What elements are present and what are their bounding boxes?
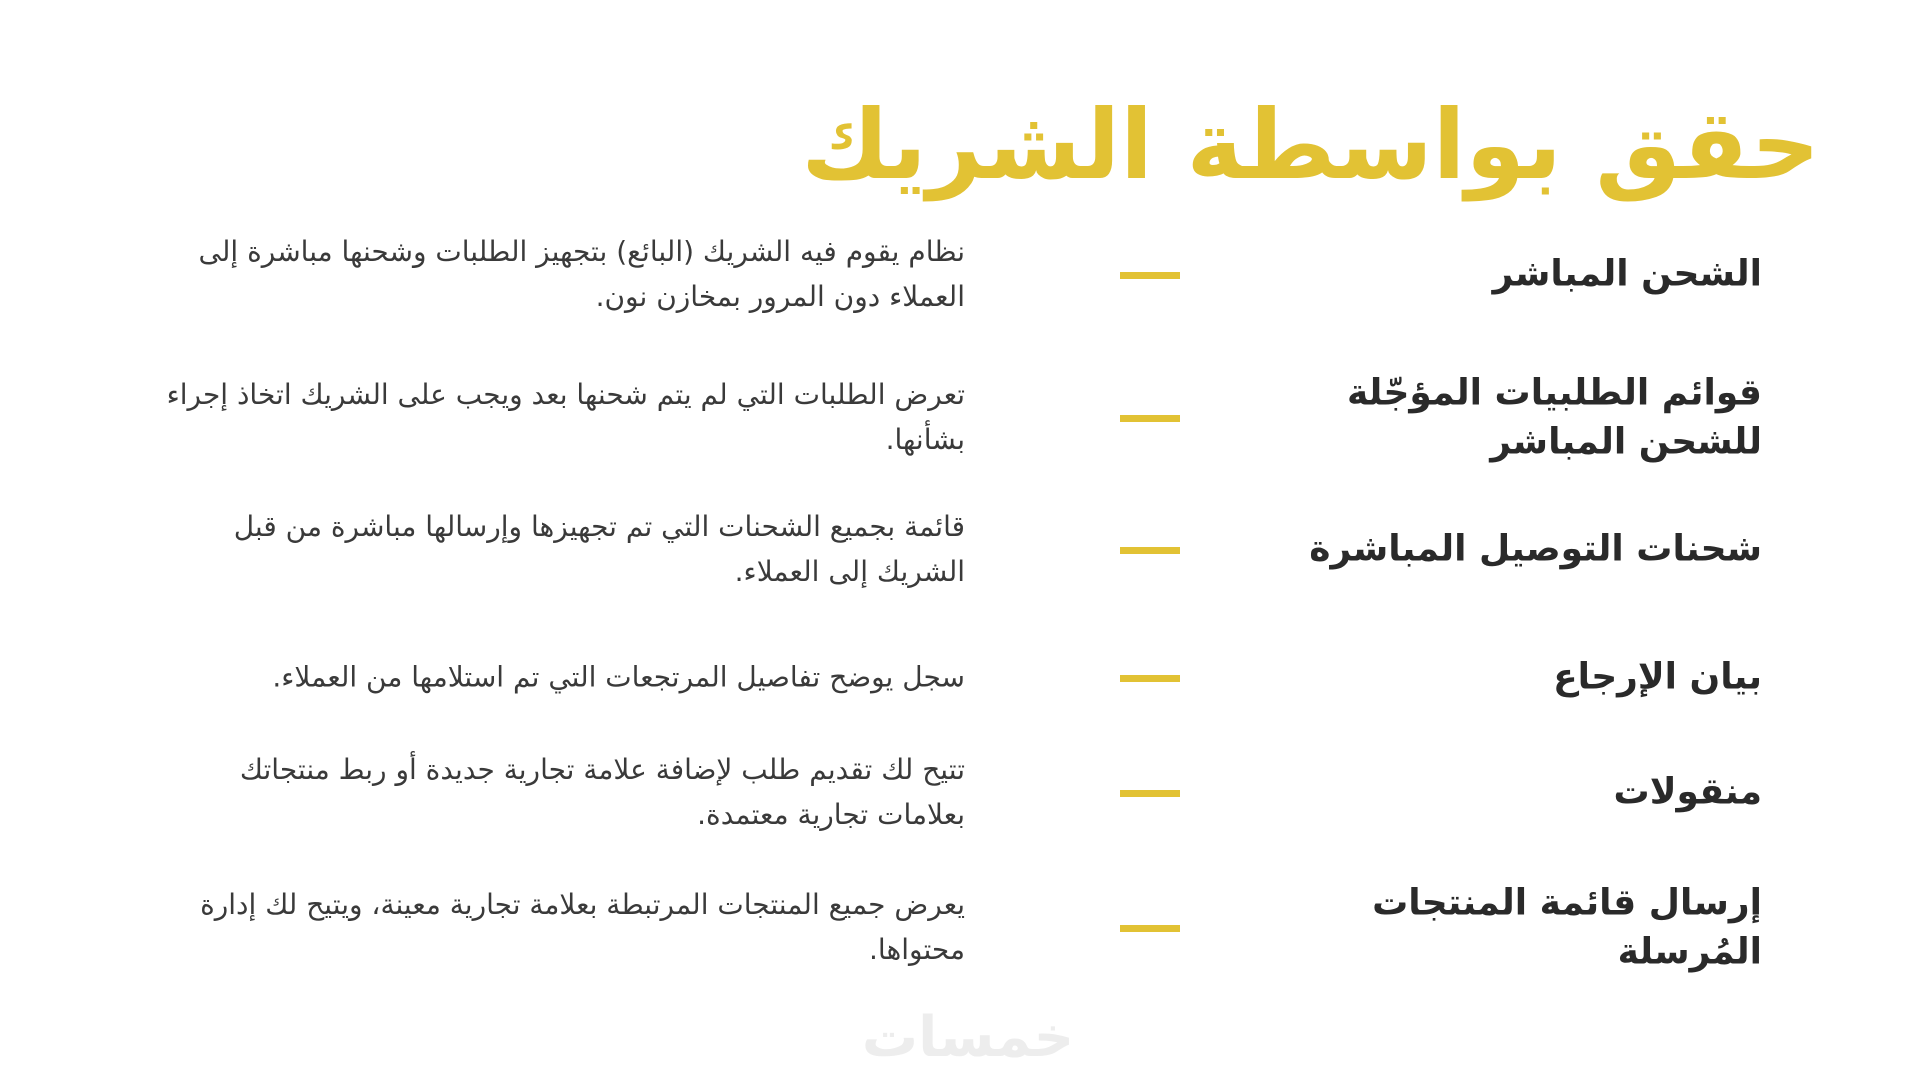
dash-divider xyxy=(1120,925,1180,932)
dash-divider xyxy=(1120,675,1180,682)
item-label: إرسال قائمة المنتجات المُرسلة xyxy=(1372,882,1762,972)
item-label: الشحن المباشر xyxy=(1492,253,1762,295)
list-item xyxy=(0,733,1920,853)
item-description: تعرض الطلبات التي لم يتم شحنها بعد ويجب على الشريك اتخاذ إجراء بشأنها. xyxy=(166,378,965,456)
item-label: قوائم الطلبيات المؤجّلة للشحن المباشر xyxy=(1346,372,1762,462)
item-label: منقولات xyxy=(1613,771,1762,813)
item-description: سجل يوضح تفاصيل المرتجعات التي تم استلامها من العملاء. xyxy=(272,660,965,694)
dash-divider xyxy=(1120,547,1180,554)
list-item xyxy=(0,490,1920,610)
list-item xyxy=(0,868,1920,988)
khamsat-logo: خمسات xyxy=(861,1005,1075,1070)
list-item xyxy=(0,618,1920,738)
item-label: بيان الإرجاع xyxy=(1553,656,1762,698)
item-description: نظام يقوم فيه الشريك (البائع) بتجهيز الطلبات وشحنها مباشرة إلى العملاء دون المرور بمخازن نون. xyxy=(198,235,965,313)
dash-divider xyxy=(1120,415,1180,422)
list-item xyxy=(0,358,1920,478)
item-description: تتيح لك تقديم طلب لإضافة علامة تجارية جديدة أو ربط منتجاتك بعلامات تجارية معتمدة. xyxy=(239,753,965,831)
list-item xyxy=(0,215,1920,335)
dash-divider xyxy=(1120,790,1180,797)
dash-divider xyxy=(1120,272,1180,279)
item-label: شحنات التوصيل المباشرة xyxy=(1309,528,1762,570)
item-description: قائمة بجميع الشحنات التي تم تجهيزها وإرسالها مباشرة من قبل الشريك إلى العملاء. xyxy=(233,510,965,588)
page-title: حقق بواسطة الشريك xyxy=(801,89,1820,201)
item-description: يعرض جميع المنتجات المرتبطة بعلامة تجارية معينة، ويتيح لك إدارة محتواها. xyxy=(200,888,965,966)
